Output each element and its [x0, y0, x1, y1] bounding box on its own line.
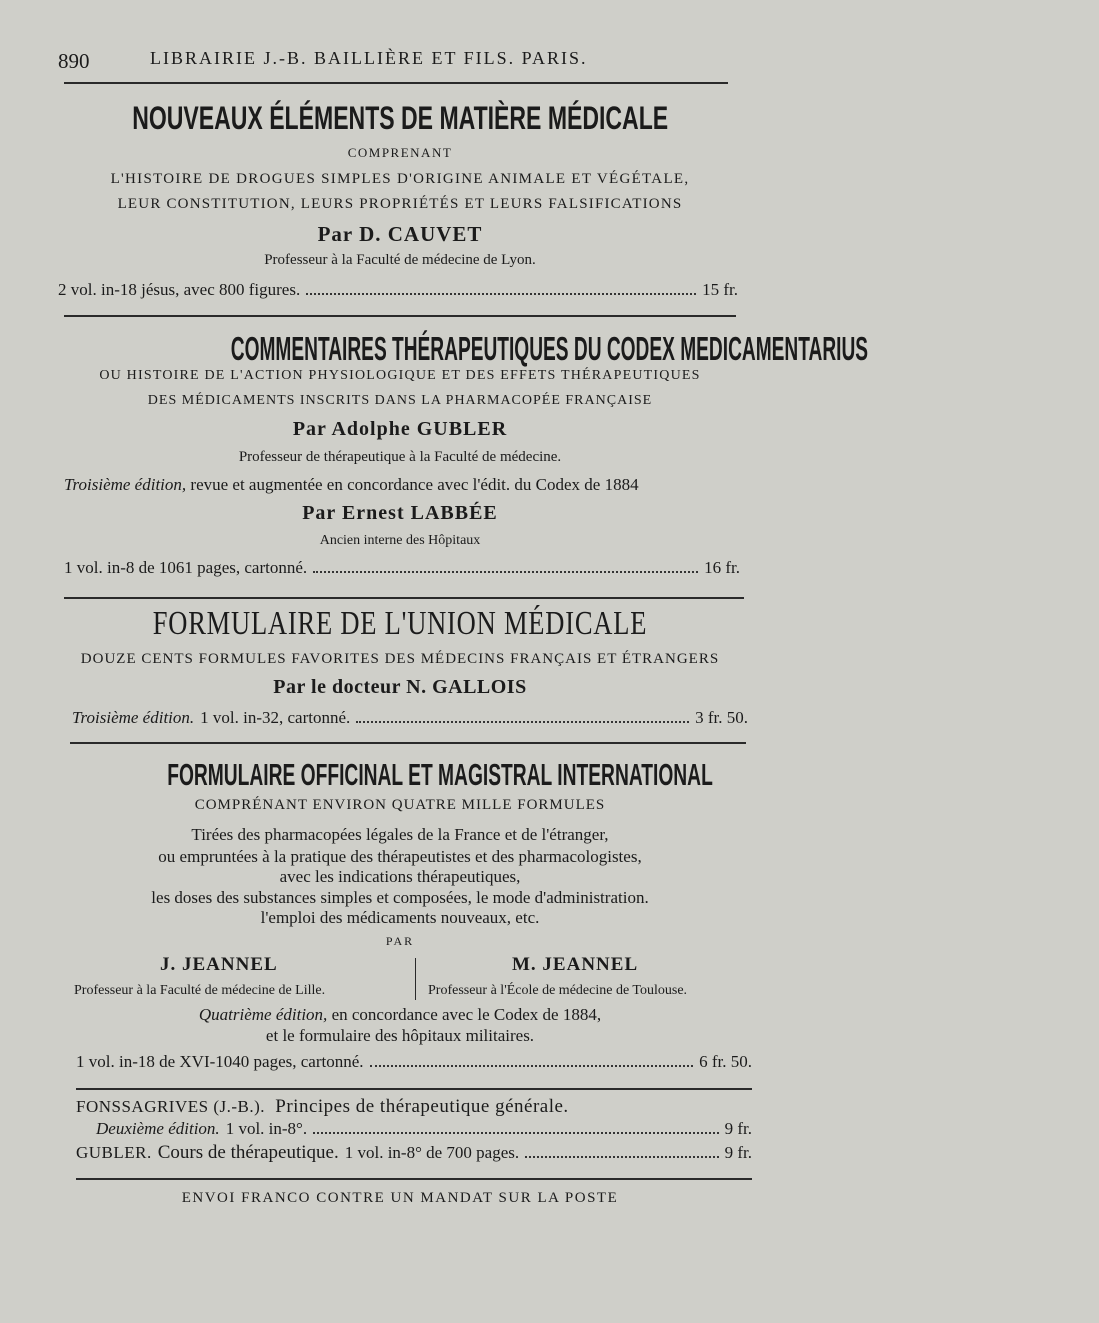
section-2-listing: [64, 558, 740, 578]
section-3-title: FORMULAIRE DE L'UNION MÉDICALE: [152, 605, 648, 642]
author-1-role: Professeur à la Faculté de médecine de Lille.: [74, 983, 326, 998]
edition-label: Troisième édition,: [64, 475, 187, 494]
edition-text: revue et augmentée en concordance avec l'édit. du Codex de 1884: [190, 475, 639, 494]
section-1-line-1: L'HISTOIRE DE DROGUES SIMPLES D'ORIGINE ANIMALE ET VÉGÉTALE,: [110, 171, 690, 187]
listing-price: 16 fr.: [704, 558, 740, 577]
listing-price: 3 fr. 50.: [695, 708, 748, 727]
section-2-line-1: OU HISTOIRE DE L'ACTION PHYSIOLOGIQUE ET DES EFFETS THÉRAPEUTIQUES: [99, 368, 701, 383]
section-2-coauthor: Par Ernest LABBÉE: [302, 502, 498, 524]
section-1-title: NOUVEAUX ÉLÉMENTS DE MATIÈRE MÉDICALE: [132, 100, 668, 136]
section-2-author: Par Adolphe GUBLER: [292, 418, 508, 440]
dot-leader: [313, 1132, 719, 1134]
section-4-body-4: les doses des substances simples et composées, le mode d'administration.: [151, 888, 649, 907]
section-4-line-1: COMPRÉNANT ENVIRON QUATRE MILLE FORMULES: [194, 797, 606, 813]
header-rule: [64, 82, 728, 84]
listing-desc: 2 vol. in-18 jésus, avec 800 figures.: [58, 280, 301, 299]
footer-item-2: [76, 1142, 752, 1164]
section-1-rule: [64, 315, 736, 317]
section-3-listing: [72, 708, 748, 728]
section-2-rule: [64, 597, 744, 599]
section-3-line-1: DOUZE CENTS FORMULES FAVORITES DES MÉDECINS FRANÇAIS ET ÉTRANGERS: [80, 651, 720, 667]
running-title: LIBRAIRIE J.-B. BAILLIÈRE ET FILS. PARIS.: [150, 48, 588, 68]
footer-item-1-desc: [96, 1119, 752, 1139]
section-4-body-3: avec les indications thérapeutiques,: [279, 867, 521, 886]
edition-label: Troisième édition.: [72, 708, 195, 727]
listing-desc: 1 vol. in-32, cartonné.: [200, 708, 351, 727]
footer-notice: ENVOI FRANCO CONTRE UN MANDAT SUR LA POSTE: [181, 1190, 619, 1206]
section-2-author-role: Professeur de thérapeutique à la Faculté de médecine.: [238, 449, 562, 465]
author-2-role: Professeur à l'École de médecine de Toulouse.: [428, 983, 688, 998]
dot-leader: [306, 293, 696, 295]
section-1-listing: [58, 280, 738, 300]
section-4-body-1: Tirées des pharmacopées légales de la France et de l'étranger,: [191, 825, 609, 844]
footer-item-author: GUBLER.: [76, 1143, 152, 1162]
section-3-rule: [70, 742, 746, 744]
section-4-edition: [0, 1005, 800, 1025]
listing-desc: 1 vol. in-18 de XVI-1040 pages, cartonné.: [76, 1052, 364, 1071]
section-4-body-2: ou empruntées à la pratique des thérapeutistes et des pharmacologistes,: [158, 847, 642, 866]
section-2-title: COMMENTAIRES THÉRAPEUTIQUES DU CODEX MEDICAMENTARIUS: [230, 330, 869, 367]
dot-leader: [356, 721, 689, 723]
edition-label: Quatrième édition,: [198, 1005, 328, 1024]
section-3-author: Par le docteur N. GALLOIS: [273, 676, 527, 698]
listing-price: 6 fr. 50.: [699, 1052, 752, 1071]
listing-desc: 1 vol. in-8 de 1061 pages, cartonné.: [64, 558, 308, 577]
dot-leader: [525, 1156, 718, 1158]
section-1-comprenant: COMPRENANT: [347, 145, 453, 160]
edition-text: en concordance avec le Codex de 1884,: [331, 1005, 602, 1024]
author-divider: [415, 958, 416, 1000]
listing-price: 15 fr.: [702, 280, 738, 299]
footer-item-1: [76, 1096, 756, 1118]
footer-item-price: 9 fr.: [724, 1119, 752, 1138]
footer-item-author: FONSSAGRIVES (J.-B.).: [76, 1097, 266, 1116]
section-4-par: PAR: [385, 934, 415, 948]
section-2-coauthor-role: Ancien interne des Hôpitaux: [319, 533, 481, 548]
section-4-listing: [76, 1052, 752, 1072]
section-4-title: FORMULAIRE OFFICINAL ET MAGISTRAL INTERNATIONAL: [167, 757, 713, 792]
dot-leader: [370, 1065, 694, 1067]
footer-item-title: Principes de thérapeutique générale.: [275, 1096, 569, 1117]
section-4-rule: [76, 1088, 752, 1090]
dot-leader: [313, 571, 698, 573]
page-number: 890: [58, 49, 90, 73]
footer-item-title: Cours de thérapeutique.: [157, 1142, 339, 1163]
footer-item-desc: 1 vol. in-8°.: [225, 1119, 308, 1138]
footer-item-price: 9 fr.: [724, 1143, 752, 1162]
author-2-name: M. JEANNEL: [512, 954, 639, 975]
section-4-body-5: l'emploi des médicaments nouveaux, etc.: [260, 908, 540, 927]
author-1-name: J. JEANNEL: [160, 954, 278, 975]
section-1-author: Par D. CAUVET: [317, 222, 483, 246]
section-2-edition: [64, 475, 639, 495]
footer-item-desc: 1 vol. in-8° de 700 pages.: [344, 1143, 520, 1162]
section-2-line-2: DES MÉDICAMENTS INSCRITS DANS LA PHARMACOPÉE FRANÇAISE: [147, 393, 653, 408]
section-1-line-2: LEUR CONSTITUTION, LEURS PROPRIÉTÉS ET LEURS FALSIFICATIONS: [117, 196, 683, 212]
section-4-edition-2: et le formulaire des hôpitaux militaires.: [265, 1026, 535, 1045]
footer-item-edition: Deuxième édition.: [96, 1119, 220, 1138]
section-1-author-role: Professeur à la Faculté de médecine de Lyon.: [264, 252, 536, 268]
footer-rule: [76, 1178, 752, 1180]
